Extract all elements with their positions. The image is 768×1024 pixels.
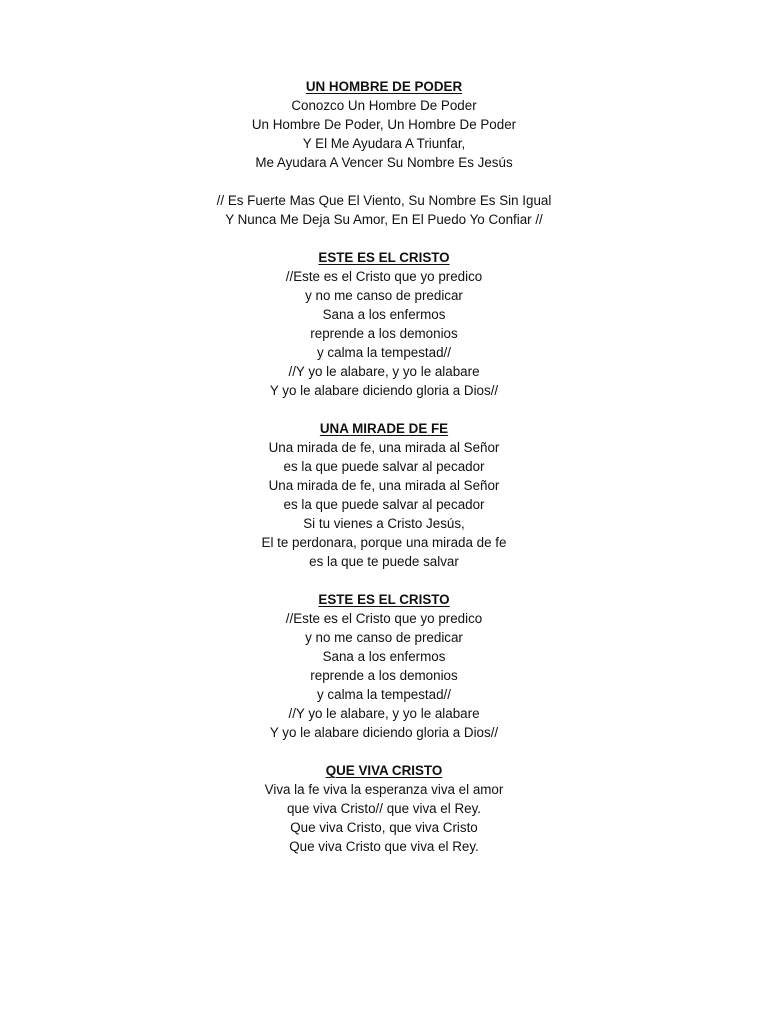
lyric-line: Que viva Cristo, que viva Cristo	[290, 820, 478, 835]
song-title: ESTE ES EL CRISTO	[318, 592, 450, 607]
lyric-line: es la que puede salvar al pecador	[283, 459, 485, 474]
lyric-line: //Y yo le alabare, y yo le alabare	[288, 364, 480, 379]
stanza-break	[0, 172, 768, 191]
lyric-line: Y yo le alabare diciendo gloria a Dios//	[269, 383, 499, 398]
lyric-line: Una mirada de fe, una mirada al Señor	[268, 478, 500, 493]
lyric-line: y no me canso de predicar	[305, 630, 463, 645]
lyric-line: Sana a los enfermos	[322, 649, 446, 664]
song-title: ESTE ES EL CRISTO	[318, 250, 450, 265]
lyric-line: Una mirada de fe, una mirada al Señor	[268, 440, 500, 455]
lyrics-sheet	[0, 77, 768, 875]
song-este-es-el-cristo-repeat	[0, 590, 768, 742]
lyric-line: y calma la tempestad//	[317, 345, 451, 360]
lyric-line: Que viva Cristo que viva el Rey.	[289, 839, 479, 854]
lyric-line: // Es Fuerte Mas Que El Viento, Su Nombre Es Sin Igual	[216, 193, 552, 208]
song-un-hombre-de-poder	[0, 77, 768, 229]
lyric-line: y calma la tempestad//	[317, 687, 451, 702]
lyric-line: reprende a los demonios	[310, 326, 458, 341]
song-title: QUE VIVA CRISTO	[325, 763, 443, 778]
lyric-line: Conozco Un Hombre De Poder	[291, 98, 477, 113]
lyric-line: es la que te puede salvar	[309, 554, 459, 569]
lyric-line: es la que puede salvar al pecador	[283, 497, 485, 512]
lyric-line: El te perdonara, porque una mirada de fe	[261, 535, 507, 550]
lyric-line: //Este es el Cristo que yo predico	[285, 611, 483, 626]
lyric-line: Y yo le alabare diciendo gloria a Dios//	[269, 725, 499, 740]
lyric-line: Me Ayudara A Vencer Su Nombre Es Jesús	[255, 155, 513, 170]
song-este-es-el-cristo	[0, 248, 768, 400]
lyric-line: Si tu vienes a Cristo Jesús,	[303, 516, 465, 531]
lyric-line: Un Hombre De Poder, Un Hombre De Poder	[251, 117, 517, 132]
song-que-viva-cristo	[0, 761, 768, 856]
lyric-line: //Y yo le alabare, y yo le alabare	[288, 706, 480, 721]
lyric-line: que viva Cristo// que viva el Rey.	[286, 801, 481, 816]
lyric-line: reprende a los demonios	[310, 668, 458, 683]
lyric-line: //Este es el Cristo que yo predico	[285, 269, 483, 284]
song-title: UNA MIRADE DE FE	[319, 421, 449, 436]
lyric-line: y no me canso de predicar	[305, 288, 463, 303]
lyric-line: Viva la fe viva la esperanza viva el amor	[264, 782, 504, 797]
song-una-mirade-de-fe	[0, 419, 768, 571]
lyric-line: Y El Me Ayudara A Triunfar,	[302, 136, 466, 151]
lyric-line: Y Nunca Me Deja Su Amor, En El Puedo Yo Confiar //	[225, 212, 543, 227]
lyric-line: Sana a los enfermos	[322, 307, 446, 322]
song-title: UN HOMBRE DE PODER	[305, 79, 463, 94]
